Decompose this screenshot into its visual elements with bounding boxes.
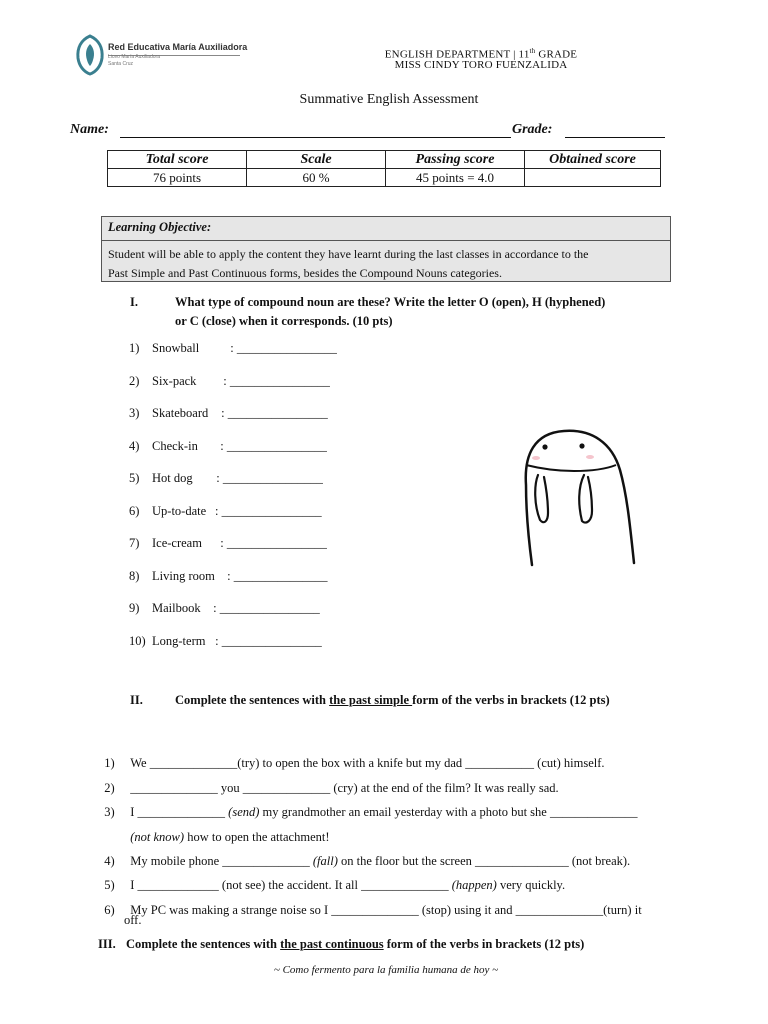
item-number: 6) [129,503,140,518]
item-number: 7) [129,536,140,550]
item-answer-blank[interactable]: : ________________ [210,601,320,615]
learning-objective-title: Learning Objective: [108,220,212,234]
item-word: Six-pack [152,373,197,388]
item-answer-blank[interactable]: : ________________ [214,438,327,453]
item-answer-blank[interactable]: : ________________ [224,341,337,355]
section-3-numeral: III. [98,937,116,951]
item-number: 2) [129,373,140,388]
logo-subtitle: Liceo María Auxiliadora [108,54,160,60]
item-answer-blank[interactable]: : ________________ [212,633,322,648]
value-passing-score: 45 points = 4.0 [386,169,525,187]
learning-objective-line-2: Past Simple and Past Continuous forms, besides the Compound Nouns categories. [108,266,502,280]
verb-hint: (fall) [312,854,338,868]
sentence-number: 1) [104,756,115,770]
grade-superscript: th [529,47,536,55]
section-2-instruction-pre: Complete the sentences with [175,693,330,707]
section-2-instruction [175,693,610,708]
item-number: 9) [129,601,140,615]
school-logo [74,34,248,76]
grade-label: Grade: [512,122,553,137]
item-word: Mailbook [152,601,201,615]
item-number: 8) [129,568,140,583]
sentence-text[interactable]: My mobile phone ______________ [130,854,313,868]
score-table-header-row [108,151,661,169]
sentence-6-continued: off. [124,913,142,927]
name-label: Name: [70,122,109,137]
sentence-number: 6) [104,903,115,917]
sentence-text[interactable]: We ______________(try) to open the box with a knife but my dad ___________ (cut) himself. [130,756,605,770]
header-obtained-score: Obtained score [525,151,661,169]
item-number: 5) [129,471,140,485]
item-answer-blank[interactable]: : ________________ [218,406,328,420]
sentence-text-cont: how to open the attachment! [184,830,330,844]
list-item [129,569,327,584]
verb-hint: (happen) [451,878,497,892]
item-word: Check-in [152,438,198,453]
sentence-number: 3) [104,805,115,819]
list-item [129,634,322,649]
item-word: Ice-cream [152,536,202,550]
item-word: Living room [152,568,215,583]
section-1-numeral: I. [130,295,138,309]
list-item [129,504,322,519]
item-answer-blank[interactable]: : ________________ [217,373,330,388]
section-1-instruction-line-1: What type of compound noun are these? Write the letter O (open), H (hyphened) [175,295,606,309]
list-item [129,536,327,551]
learning-objective-line-1: Student will be able to apply the content they have learnt during the last classes in accordance to the [108,247,589,261]
teacher-name: MISS CINDY TORO FUENZALIDA [394,59,568,71]
item-word: Snowball [152,341,200,355]
section-2-instruction-post: form of the verbs in brackets (12 pts) [412,693,610,707]
sentence-text-cont[interactable]: on the floor but the screen _______________ (not break). [337,854,631,868]
header-scale: Scale [247,151,386,169]
item-number: 1) [129,341,140,355]
sentence-number: 4) [104,854,115,868]
logo-city: Santa Cruz [108,61,134,67]
section-1-instruction-line-2: or C (close) when it corresponds. (10 pts) [175,314,393,328]
header-passing-score: Passing score [386,151,525,169]
section-3-instruction-pre: Complete the sentences with [126,937,281,951]
verb-hint: (send) [228,805,260,819]
item-word: Long-term [152,633,206,648]
value-scale: 60 % [247,169,386,187]
grade-field-line[interactable] [565,137,665,138]
score-table-value-row [108,169,661,187]
score-table [107,150,661,187]
page-title: Summative English Assessment [299,92,479,107]
sentence-text[interactable]: I ______________ [130,805,229,819]
sentence-text-cont: very quickly. [496,878,566,892]
section-3-instruction [126,937,584,952]
value-total-score: 76 points [108,169,247,187]
sentence-number: 5) [104,878,115,892]
department-text: ENGLISH DEPARTMENT | 11 [384,48,530,61]
section-3-instruction-post: form of the verbs in brackets (12 pts) [383,937,585,951]
header-total-score: Total score [108,151,247,169]
item-answer-blank[interactable]: : ________________ [215,503,322,518]
list-item [129,601,320,616]
item-word: Up-to-date [152,503,207,518]
section-2-numeral: II. [130,693,143,707]
list-item [129,406,328,421]
item-number: 10) [129,633,146,648]
list-item [129,341,337,356]
item-word: Hot dog [152,471,193,485]
blob-character-illustration [512,425,642,570]
sentence-text-cont[interactable]: my grandmother an email yesterday with a photo but she ______________ [259,805,638,819]
item-word: Skateboard [152,406,209,420]
logo-name: Red Educativa María Auxiliadora [108,42,248,52]
school-shield-icon [74,34,106,76]
section-3-instruction-underlined: the past continuous [280,937,384,951]
name-field-line[interactable] [120,137,511,138]
sentence-number: 2) [104,781,115,795]
list-item [129,439,327,454]
list-item [129,374,330,389]
page-footer-motto: ~ Como fermento para la familia humana de hoy ~ [273,964,499,976]
sentence-6 [98,888,642,918]
learning-objective-box [101,216,671,282]
item-number: 4) [129,438,140,453]
item-answer-blank[interactable]: : ________________ [210,471,323,485]
item-answer-blank[interactable]: : ________________ [214,536,327,550]
item-answer-blank[interactable]: : _______________ [224,568,328,583]
learning-objective-divider [102,240,670,241]
list-item [129,471,323,486]
sentence-text[interactable]: I _____________ (not see) the accident. It all ______________ [130,878,452,892]
sentence-text[interactable]: ______________ you ______________ (cry) at the end of the film? It was really sad. [130,781,559,795]
value-obtained-score[interactable] [525,169,661,187]
verb-hint: (not know) [130,830,185,844]
section-2-instruction-underlined: the past simple [329,693,413,707]
sentence-text[interactable]: My PC was making a strange noise so I ______________ (stop) using it and ______________(turn) it [130,903,642,917]
item-number: 3) [129,406,140,420]
grade-word: GRADE [535,48,578,61]
